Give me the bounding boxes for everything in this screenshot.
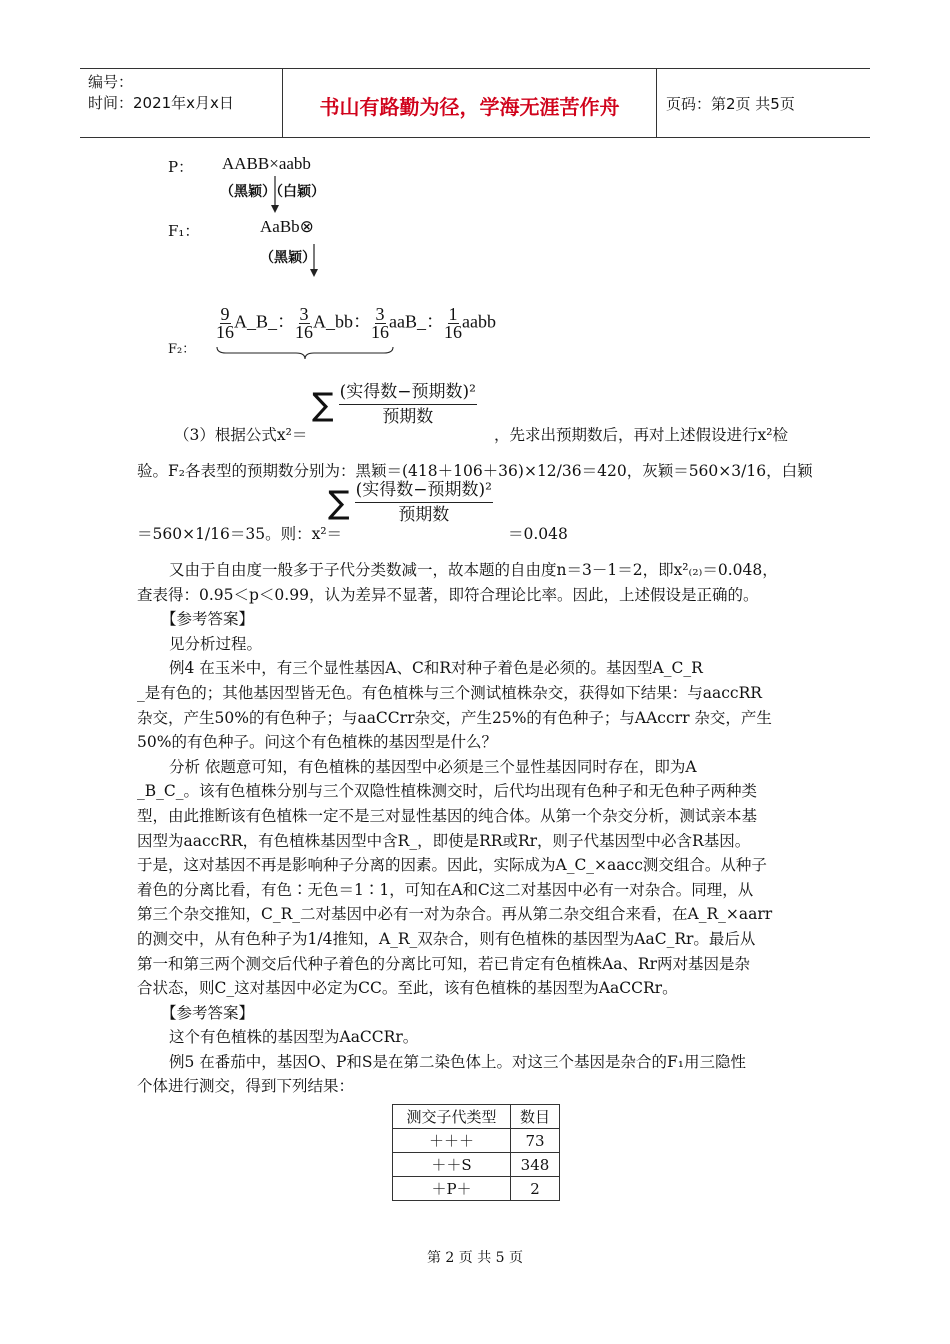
fraction bbox=[295, 306, 313, 341]
paragraph: 见分析过程。 bbox=[169, 634, 263, 653]
fraction-denominator: 16 bbox=[216, 322, 234, 342]
colon: ： bbox=[426, 311, 444, 332]
fraction bbox=[216, 306, 234, 341]
genotype: A_B_ bbox=[234, 311, 278, 332]
number-label: 编号： bbox=[88, 73, 134, 91]
fraction-numerator: (实得数−预期数)² bbox=[339, 380, 477, 405]
table-cell: 2 bbox=[511, 1177, 560, 1201]
paragraph: _是有色的；其他基因型皆无色。有色植株与三个测试植株杂交，获得如下结果：与aaccRR bbox=[137, 683, 762, 702]
chi-fraction bbox=[355, 478, 493, 527]
f1-label: F₁： bbox=[168, 222, 200, 240]
p-label: P： bbox=[168, 158, 194, 176]
paragraph: 第一和第三两个测交后代种子着色的分离比可知，若已肯定有色植株Aa、Rr两对基因是杂 bbox=[137, 954, 751, 973]
f1-phenotype: （黑颖） bbox=[260, 250, 316, 266]
column-header: 测交子代类型 bbox=[393, 1105, 511, 1129]
chi-fraction bbox=[339, 380, 477, 429]
answer-heading: 【参考答案】 bbox=[161, 610, 255, 629]
paragraph: 因型为aaccRR，有色植株基因型中含R_，即使是RR或Rr，则子代基因型中必含R基因。 bbox=[137, 831, 751, 850]
table-cell: ＋P＋ bbox=[393, 1177, 511, 1201]
section-3-line-3a: ＝560×1/16＝35。则：x²＝ bbox=[137, 525, 343, 543]
genotype: aabb bbox=[462, 311, 496, 332]
sigma-icon: ∑ bbox=[312, 385, 334, 424]
section-3-line-1b: ，先求出预期数后，再对上述假设进行x²检 bbox=[494, 426, 788, 444]
column-header: 数目 bbox=[511, 1105, 560, 1129]
f1-genotype: AaBb⊗ bbox=[260, 217, 314, 236]
arrow-icon bbox=[307, 244, 321, 278]
table-row bbox=[393, 1129, 560, 1153]
genotype: aaB_ bbox=[389, 311, 426, 332]
p-parents: （黑颖）（白颖） bbox=[220, 184, 325, 200]
body-text bbox=[137, 558, 817, 1099]
paragraph: 分析 依题意可知，有色植株的基因型中必须是三个显性基因同时存在，即为A bbox=[169, 757, 697, 776]
fraction-numerator: 3 bbox=[299, 304, 309, 324]
paragraph: 这个有色植株的基因型为AaCCRr。 bbox=[169, 1028, 419, 1047]
paragraph: 又由于自由度一般多于子代分类数减一，故本题的自由度n＝3－1＝2，即x²₍₂₎＝0.048， bbox=[169, 561, 778, 579]
f2-ratio bbox=[216, 306, 496, 341]
paragraph: 于是，这对基因不再是影响种子分离的因素。因此，实际成为A_C_×aacc测交组合。从种子 bbox=[137, 856, 767, 875]
section-3-line-2: 验。F₂各表型的预期数分别为：黑颖＝(418＋106＋36)×12/36＝420，灰颖＝560×3/16，白颖 bbox=[137, 462, 813, 480]
paragraph: 个体进行测交，得到下列结果： bbox=[137, 1077, 355, 1096]
sigma-icon: ∑ bbox=[328, 483, 350, 522]
page-info: 页码：第2页 共5页 bbox=[666, 95, 795, 113]
fraction-numerator: (实得数−预期数)² bbox=[355, 478, 493, 503]
paragraph: 查表得：0.95＜p＜0.99，认为差异不显著，即符合理论比率。因此，上述假设是正确的。 bbox=[137, 585, 759, 604]
section-3-line-1a: （3）根据公式x²＝ bbox=[174, 426, 308, 444]
fraction-denominator: 16 bbox=[295, 322, 314, 342]
motto: 书山有路勤为径，学海无涯苦作舟 bbox=[319, 95, 620, 119]
paragraph: 着色的分离比看，有色∶无色＝1∶1，可知在A和C这二对基因中必有一对杂合。同理，从 bbox=[137, 880, 754, 899]
fraction-denominator: 16 bbox=[444, 322, 462, 342]
page-header bbox=[80, 68, 870, 138]
fraction-numerator: 9 bbox=[220, 304, 230, 324]
f2-label: F₂： bbox=[168, 342, 196, 357]
fraction bbox=[444, 306, 462, 341]
table-header-row bbox=[393, 1105, 560, 1129]
paragraph: 50%的有色种子。问这个有色植株的基因型是什么？ bbox=[137, 733, 497, 752]
section-3-line-3b: ＝0.048 bbox=[508, 525, 568, 543]
fraction-denominator: 预期数 bbox=[398, 505, 450, 525]
table-cell: ＋＋＋ bbox=[393, 1129, 511, 1153]
page-footer: 第 2 页 共 5 页 bbox=[426, 1250, 524, 1266]
header-left bbox=[88, 72, 234, 114]
paragraph: 第三个杂交推知，C_R_二对基因中必有一对为杂合。再从第二杂交组合来看，在A_R_×aarr bbox=[137, 905, 773, 924]
table-row bbox=[393, 1153, 560, 1177]
fraction-numerator: 3 bbox=[375, 304, 385, 324]
p-cross: AABB×aabb bbox=[222, 154, 311, 173]
results-table bbox=[392, 1104, 560, 1201]
genotype: A_bb bbox=[313, 311, 354, 332]
brace-icon bbox=[216, 346, 394, 360]
colon: ： bbox=[277, 311, 296, 332]
arrow-icon bbox=[268, 176, 282, 214]
fraction-denominator: 预期数 bbox=[382, 407, 434, 427]
divider bbox=[656, 69, 657, 137]
chi-formula-2 bbox=[328, 478, 493, 527]
time-label: 时间：2021年x月x日 bbox=[88, 94, 234, 112]
paragraph: 例5 在番茄中，基因O、P和S是在第二染色体上。对这三个基因是杂合的F₁用三隐性 bbox=[169, 1052, 747, 1071]
table-cell: ＋＋S bbox=[393, 1153, 511, 1177]
colon: ： bbox=[353, 311, 372, 332]
table-row bbox=[393, 1177, 560, 1201]
table-cell: 348 bbox=[511, 1153, 560, 1177]
fraction-denominator: 16 bbox=[371, 322, 390, 342]
paragraph: 合状态，则C_这对基因中必定为CC。至此，该有色植株的基因型为AaCCRr。 bbox=[137, 979, 678, 998]
paragraph: _B_C_。该有色植株分别与三个双隐性植株测交时，后代均出现有色种子和无色种子两种类 bbox=[137, 782, 758, 801]
paragraph: 例4 在玉米中，有三个显性基因A、C和R对种子着色是必须的。基因型A_C_R bbox=[169, 659, 703, 678]
fraction-numerator: 1 bbox=[448, 304, 458, 324]
fraction bbox=[371, 306, 389, 341]
answer-heading: 【参考答案】 bbox=[161, 1003, 255, 1022]
paragraph: 杂交，产生50%的有色种子；与aaCCrr杂交，产生25%的有色种子；与AAccrr 杂交，产生 bbox=[137, 708, 772, 727]
table-cell: 73 bbox=[511, 1129, 560, 1153]
paragraph: 型，由此推断该有色植株一定不是三对显性基因的纯合体。从第一个杂交分析，测试亲本基 bbox=[137, 806, 758, 825]
paragraph: 的测交中，从有色种子为1/4推知，A_R_双杂合，则有色植株的基因型为AaC_Rr。最后从 bbox=[137, 929, 756, 948]
chi-formula-1 bbox=[312, 380, 477, 429]
